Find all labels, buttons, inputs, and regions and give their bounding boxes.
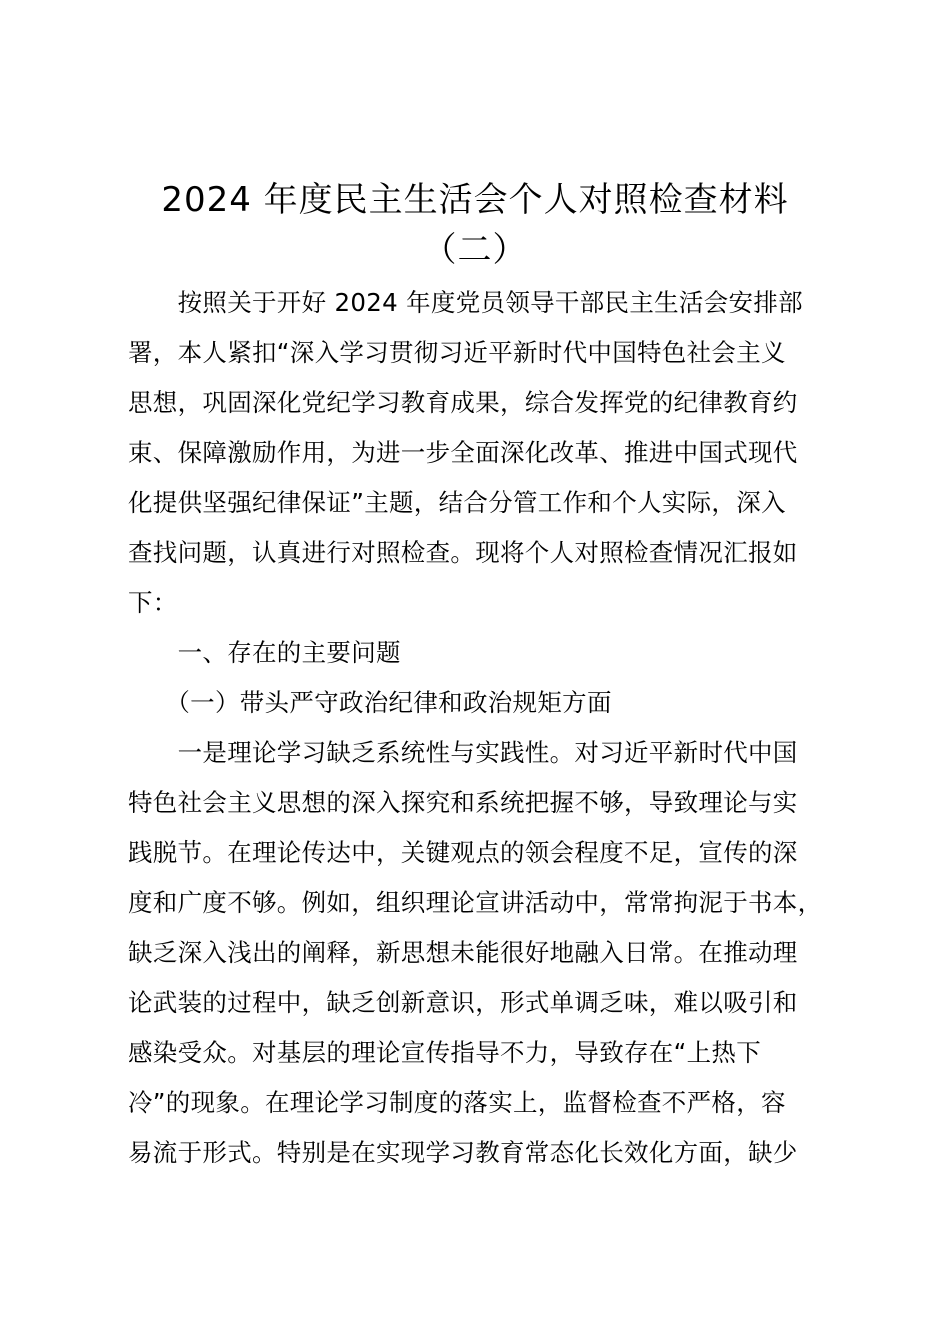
body-line: 一是理论学习缺乏系统性与实践性。对习近平新时代中国 <box>128 738 798 767</box>
body-line: 特色社会主义思想的深入探究和系统把握不够，导致理论与实 <box>128 788 798 817</box>
section-heading: 一、存在的主要问题 <box>128 638 401 667</box>
body-line: 度和广度不够。例如，组织理论宣讲活动中，常常拘泥于书本， <box>128 888 823 917</box>
body-line: 缺乏深入浅出的阐释，新思想未能很好地融入日常。在推动理 <box>128 938 798 967</box>
body-line: 化提供坚强纪律保证”主题，结合分管工作和个人实际，深入 <box>128 488 786 517</box>
body-line: 下： <box>128 588 178 617</box>
body-line: 束、保障激励作用，为进一步全面深化改革、推进中国式现代 <box>128 438 798 467</box>
document-title: 2024 年度民主生活会个人对照检查材料 <box>161 180 789 220</box>
body-line: 易流于形式。特别是在实现学习教育常态化长效化方面，缺少 <box>128 1138 798 1167</box>
body-line: 论武装的过程中，缺乏创新意识，形式单调乏味，难以吸引和 <box>128 988 798 1017</box>
subsection-heading: （一）带头严守政治纪律和政治规矩方面 <box>128 688 612 717</box>
body-line: 感染受众。对基层的理论宣传指导不力，导致存在“上热下 <box>128 1038 761 1067</box>
body-line: 按照关于开好 2024 年度党员领导干部民主生活会安排部 <box>128 288 803 317</box>
body-line: 践脱节。在理论传达中，关键观点的领会程度不足，宣传的深 <box>128 838 798 867</box>
body-line: 查找问题，认真进行对照检查。现将个人对照检查情况汇报如 <box>128 538 798 567</box>
body-line: 冷”的现象。在理论学习制度的落实上，监督检查不严格，容 <box>128 1088 786 1117</box>
body-line: 思想，巩固深化党纪学习教育成果，综合发挥党的纪律教育约 <box>128 388 798 417</box>
body-line: 署，本人紧扣“深入学习贯彻习近平新时代中国特色社会主义 <box>128 338 786 367</box>
document-title-suffix: （二） <box>422 230 528 270</box>
